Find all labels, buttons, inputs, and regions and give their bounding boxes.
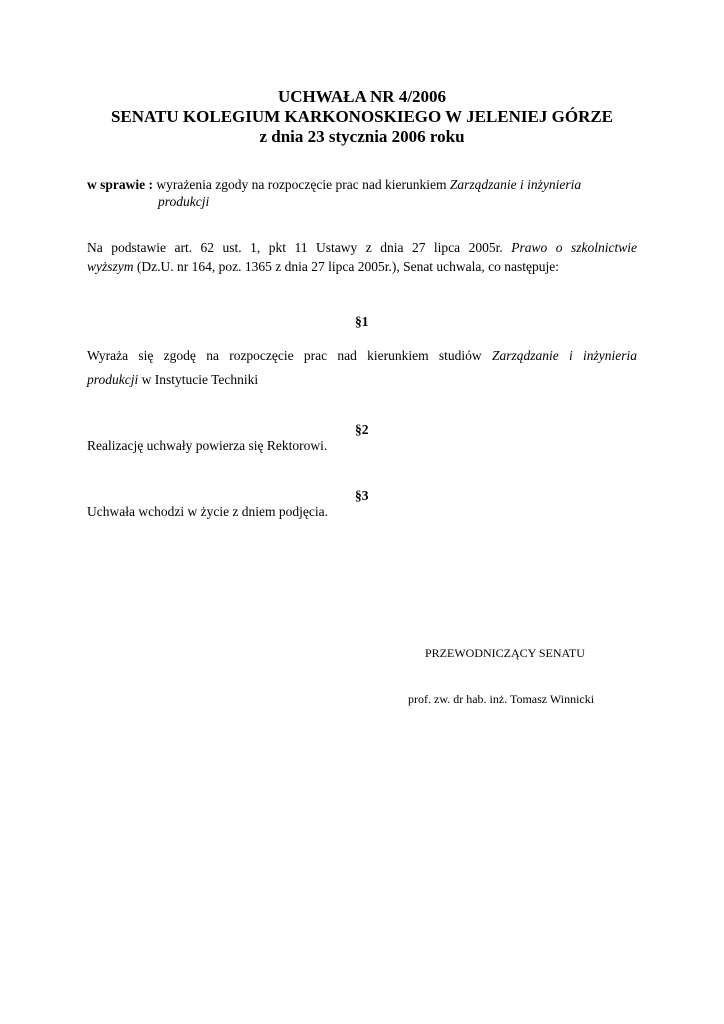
section-1-text: Wyraża się zgodę na rozpoczęcie prac nad kierunkiem studiów [87, 348, 492, 363]
section-1-text-cont: w Instytucie Techniki [138, 372, 259, 387]
section-1-line-1 [87, 344, 637, 368]
section-1-field-name-cont: produkcji [87, 372, 139, 387]
section-1-field-name: Zarządzanie i inżynieria [491, 348, 637, 363]
legal-basis-line-1 [87, 238, 637, 257]
legal-basis-line-2 [87, 257, 637, 276]
signatory-name: prof. zw. dr hab. inż. Tomasz Winnicki [408, 692, 595, 706]
senate-name: SENATU KOLEGIUM KARKONOSKIEGO W JELENIEJ GÓRZE [110, 107, 614, 126]
resolution-date: z dnia 23 stycznia 2006 roku [259, 127, 465, 146]
subject-block [87, 176, 637, 209]
subject-text: wyrażenia zgody na rozpoczęcie prac nad kierunkiem [153, 177, 450, 192]
subject-field-name: Zarządzanie i inżynieria [449, 177, 582, 192]
section-text-2: Realizację uchwały powierza się Rektorowi. [87, 438, 328, 453]
act-title-cont: wyższym [87, 259, 134, 274]
legal-basis [87, 238, 637, 276]
section-sign-1: §1 [355, 314, 369, 329]
act-title: Prawo o szkolnictwie [511, 240, 638, 255]
section-sign-3: §3 [355, 488, 369, 503]
subject-label: w sprawie : [87, 177, 153, 192]
section-text-3: Uchwała wchodzi w życie z dniem podjęcia. [87, 504, 329, 519]
signatory-title: PRZEWODNICZĄCY SENATU [425, 646, 585, 660]
section-text-1 [87, 344, 637, 392]
section-1-line-2 [87, 368, 637, 392]
legal-basis-text: Na podstawie art. 62 ust. 1, pkt 11 Ustawy z dnia 27 lipca 2005r. [87, 240, 512, 255]
legal-basis-text-cont: (Dz.U. nr 164, poz. 1365 z dnia 27 lipca 2005r.), Senat uchwala, co następuje: [133, 259, 560, 274]
subject-field-name-cont: produkcji [158, 194, 210, 209]
resolution-number: UCHWAŁA NR 4/2006 [277, 87, 447, 106]
section-sign-2: §2 [355, 422, 369, 437]
